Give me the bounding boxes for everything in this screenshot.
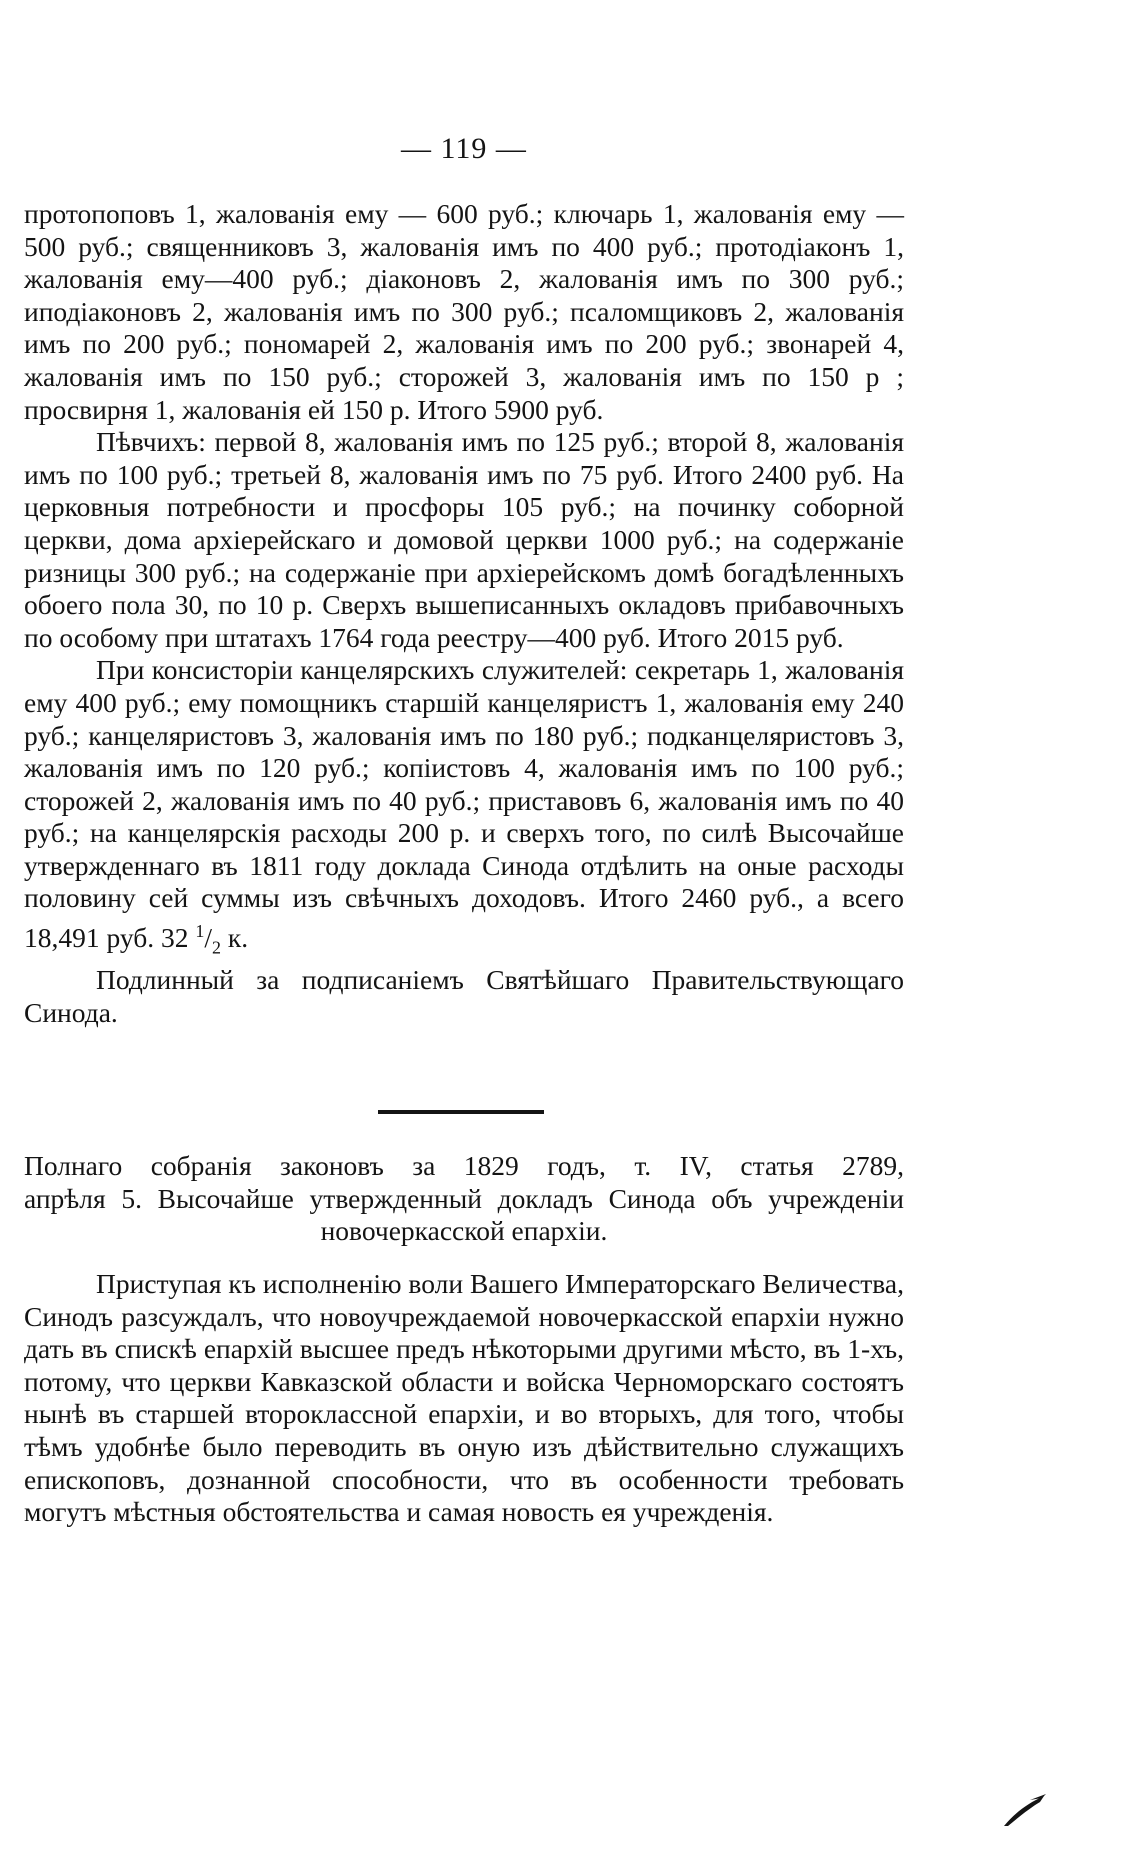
- kopeck-suffix: к.: [221, 922, 249, 954]
- decree-heading: [24, 1150, 904, 1248]
- section-divider: [378, 1110, 544, 1114]
- pen-mark-icon: [1000, 1790, 1050, 1830]
- decree-heading-line-2: апрѣля 5. Высочайше утвержденный докладъ Синода объ учрежденіи: [24, 1182, 904, 1214]
- page-number: — 119 —: [401, 132, 527, 165]
- decree-body-section: [24, 1268, 904, 1529]
- fraction-separator: /: [204, 922, 213, 954]
- signature-note-paragraph: Подлинный за подписаніемъ Святѣйшаго Правительствующаго Синода.: [24, 964, 904, 1028]
- decree-heading-line-1: Полнаго собранія законовъ за 1829 годъ, т. IV, статья 2789,: [24, 1150, 904, 1181]
- decree-body-paragraph: Приступая къ исполненію воли Вашего Императорскаго Величества, Синодъ разсуждалъ, что новоучреждаемой новочеркасской епархіи нужно дать въ спискѣ епархій высшее предъ нѣкоторыми другими мѣсто, въ 1-хъ, потому, что церкви Кавказской области и войска Черноморскаго состоятъ нынѣ въ старшей второклассной епархіи, и во вторыхъ, для того, чтобы тѣмъ удобнѣе было переводить въ оную изъ дѣйствительно служащихъ епископовъ, дознанной способности, что въ особенности требовать могутъ мѣстныя обстоятельства и самая новость ея учрежденія.: [24, 1268, 904, 1528]
- document-page: [24, 0, 904, 1872]
- staff-salary-section: [24, 198, 904, 1030]
- decree-heading-line-3: новочеркасской епархіи.: [320, 1215, 608, 1247]
- consistory-staff-paragraph: [24, 654, 904, 964]
- fraction-denominator: 2: [212, 937, 222, 958]
- consistory-staff-text: При консисторіи канцелярскихъ служителей: секретарь 1, жалованія ему 400 руб.; ему помощникъ старшій канцеляристъ 1, жалованія ему 240 руб.; канцеляристовъ 3, жалованія имъ по 180 руб.; подканцеляристовъ 3, жалованія имъ по 120 руб.; копіистовъ 4, жалованія имъ по 100 руб.; сторожей 2, жалованія имъ по 40 руб.; приставовъ 6, жалованія имъ по 40 руб.; на канцелярскія расходы 200 р. и сверхъ того, по силѣ Высочайше утвержденнаго въ 1811 году доклада Синода отдѣлить на оные расходы половину сей суммы изъ свѣчныхъ доходовъ. Итого 2460 руб., а всего 18,491 руб. 32: [24, 654, 904, 954]
- cathedral-clergy-paragraph: протопоповъ 1, жалованія ему — 600 руб.; ключарь 1, жалованія ему —500 руб.; священниковъ 3, жалованія имъ по 400 руб.; протодіаконъ 1, жалованія ему—400 руб.; діаконовъ 2, жалованія имъ по 300 руб.; иподіаконовъ 2, жалованія имъ по 300 руб.; псаломщиковъ 2, жалованія имъ по 200 руб.; пономарей 2, жалованія имъ по 200 руб.; звонарей 4, жалованія имъ по 150 руб.; сторожей 3, жалованія имъ по 150 р ; просвирня 1, жалованія ей 150 р. Итого 5900 руб.: [24, 198, 904, 425]
- fraction-numerator: 1: [195, 921, 205, 942]
- choir-expenses-paragraph: Пѣвчихъ: первой 8, жалованія имъ по 125 руб.; второй 8, жалованія имъ по 100 руб.; третьей 8, жалованія имъ по 75 руб. Итого 2400 руб. На церковныя потребности и просфоры 105 руб.; на починку соборной церкви, дома архіерейскаго и домовой церкви 1000 руб.; на содержаніе ризницы 300 руб.; на содержаніе при архіерейскомъ домѣ богадѣленныхъ обоего пола 30, по 10 р. Сверхъ вышеписанныхъ окладовъ прибавочныхъ по особому при штатахъ 1764 года реестру—400 руб. Итого 2015 руб.: [24, 426, 904, 653]
